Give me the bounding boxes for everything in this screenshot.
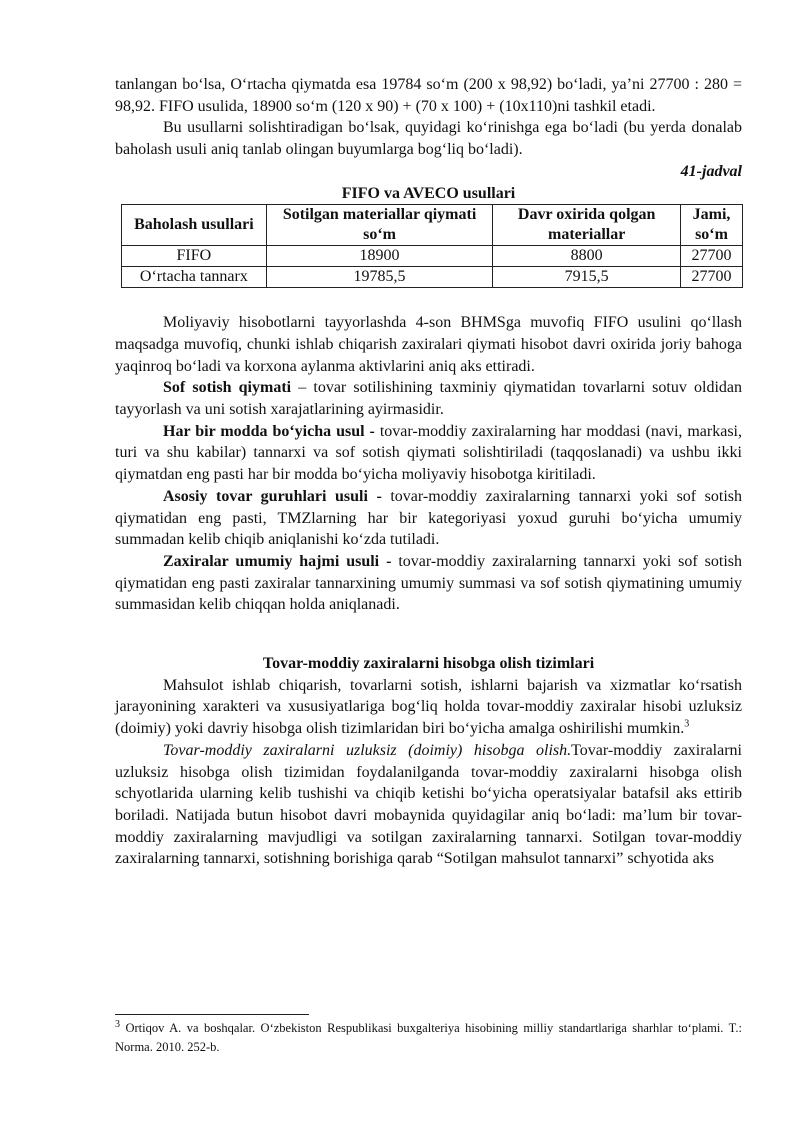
term-item-method: Har bir modda boʻyicha usul - (163, 422, 375, 440)
comparison-table (121, 204, 743, 288)
table-cell: 27700 (681, 267, 743, 288)
table-title: FIFO va AVECO usullari (341, 184, 516, 202)
footnote-mark: 3 (115, 1018, 120, 1030)
definition-text: – tovar sotilishining taxminiy qiymatidan tovarlarni sotuv oldidan tayyorlash va uni sotish xarajatlarining ayirmasidir. (115, 379, 742, 419)
table-header-cell: Baholash usullari (122, 205, 267, 246)
table-cell: FIFO (122, 246, 267, 267)
paragraph-group-method (115, 486, 742, 551)
footnote-divider (115, 1014, 309, 1015)
table-header-cell: Sotilgan materiallar qiymati soʻm (266, 205, 493, 246)
spacer (115, 616, 742, 653)
table-cell: 8800 (493, 246, 681, 267)
table-cell: 19785,5 (266, 267, 493, 288)
table-header-cell: Davr oxirida qolgan materiallar (493, 205, 681, 246)
term-group-method: Asosiy tovar guruhlari usuli - (163, 487, 382, 505)
paragraph-item-method (115, 421, 742, 486)
paragraph-systems (115, 675, 742, 740)
term-total-method: Zaxiralar umumiy hajmi usuli - (163, 552, 392, 570)
footnote-reference[interactable]: 3 (684, 718, 690, 730)
paragraph-fifo-note: Moliyaviy hisobotlarni tayyorlashda 4-son BHMSga muvofiq FIFO usulini qoʻllash maqsadga muvofiq, chunki ishlab chiqarish zaxiralari qiymati hisobot davri oxirida joriy bahoga yaqinroq boʻladi va korxona aylanma aktivlarini aniq aks ettiradi. (115, 314, 742, 375)
table-cell: 7915,5 (493, 267, 681, 288)
paragraph-intro-1: tanlangan boʻlsa, Oʻrtacha qiymatda esa 19784 soʻm (200 x 98,92) boʻladi, yaʼni 27700 : 280 = 98,92. FIFO usulida, 18900 soʻm (120 x 90) + (70 x 100) + (10x110)ni tashkil etadi. (115, 76, 742, 115)
table-row (122, 246, 743, 267)
paragraph-net-realizable (115, 377, 742, 420)
paragraph-text: Tovar-moddiy zaxiralarni uzluksiz hisobga olish tizimidan foydalanilganda tovar-moddiy zaxiralarni hisobga olish schyotlarida ularning kelib tushishi va chiqib ketishi boʻyicha operatsiyalar batafsil aks ettirib boriladi. Natijada butun hisobot davri mobaynida quyidagilar aniq boʻladi: maʼlum bir tovar-moddiy zaxiralarning mavjudligi va sotilgan zaxiralarning tannarxi. Sotilgan tovar-moddiy zaxiralarning tannarxi, sotishning borishiga qarab “Sotilgan mahsulot tannarxi” schyotida aks (115, 741, 742, 868)
table-header-row (122, 205, 743, 246)
term-perpetual: Tovar-moddiy zaxiralarni uzluksiz (doimiy) hisobga olish. (163, 741, 572, 759)
paragraph-total-method (115, 551, 742, 616)
footnote (115, 1019, 742, 1057)
table-cell: Oʻrtacha tannarx (122, 267, 267, 288)
spacer (115, 288, 742, 312)
paragraph-perpetual (115, 740, 742, 870)
definition-text: tovar-moddiy zaxiralarning tannarxi yoki sof sotish qiymatidan eng pasti zaxiralar tannarxining umumiy summasi va sof sotish qiymatining umumiy summasidan kelib chiqqan holda aniqlanadi. (115, 552, 743, 614)
table-header-cell: Jami, soʻm (681, 205, 743, 246)
document-page (115, 74, 742, 870)
table-cell: 18900 (266, 246, 493, 267)
term-net-realizable: Sof sotish qiymati (163, 379, 292, 397)
paragraph-text: Mahsulot ishlab chiqarish, tovarlarni sotish, ishlarni bajarish va xizmatlar koʻrsatish jarayonining xarakteri va xususiyatlariga bogʻliq holda tovar-moddiy zaxiralar hisobi uzluksiz (doimiy) yoki davriy hisobga olish tizimlaridan biri boʻyicha amalga oshirilishi mumkin. (115, 676, 742, 738)
section-heading: Tovar-moddiy zaxiralarni hisobga olish tizimlari (262, 655, 595, 673)
definition-text: tovar-moddiy zaxiralarning har moddasi (navi, markasi, turi va shu kabilar) tannarxi va sof sotish qiymati solishtiriladi (taqqoslanadi) va ushbu ikki qiymatdan eng pasti har bir modda boʻyicha moliyaviy hisobotga kiritiladi. (115, 422, 743, 484)
definition-text: tovar-moddiy zaxiralarning tannarxi yoki sof sotish qiymatidan eng pasti, TMZlarning har bir kategoriyasi yoxud guruhi boʻyicha umumiy summadan kelib chiqib aniqlanishi koʻzda tutiladi. (115, 487, 743, 549)
table-number: 41-jadval (680, 162, 742, 180)
paragraph-intro-2: Bu usullarni solishtiradigan boʻlsak, quyidagi koʻrinishga ega boʻladi (bu yerda donalab baholash usuli aniq tanlab olingan buyumlarga bogʻliq boʻladi). (115, 119, 742, 159)
table-row (122, 267, 743, 288)
footnote-text: Ortiqov A. va boshqalar. Oʻzbekiston Respublikasi buxgalteriya hisobining milliy standartlariga sharhlar toʻplami. T.: Norma. 2010. 252-b. (115, 1021, 742, 1054)
table-cell: 27700 (681, 246, 743, 267)
